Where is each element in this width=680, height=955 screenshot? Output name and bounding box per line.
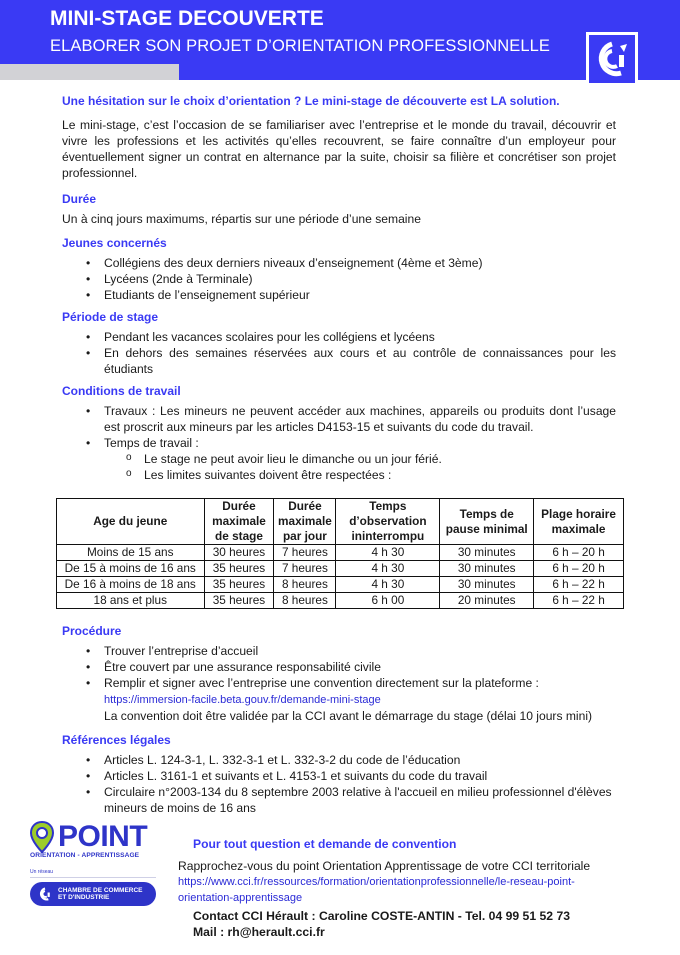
document-body-lower [62,617,616,822]
table-cell: 8 heures [274,577,336,593]
heading-references: Références légales [62,733,171,747]
list-item: • Articles L. 3161-1 et suivants et L. 4153-1 et suivants du code du travail [86,768,616,784]
table-cell: 35 heures [204,577,274,593]
contact-heading: Pour tout question et demande de convention [193,837,457,851]
heading-duree: Durée [62,192,97,206]
table-row [57,577,624,593]
cci-logo [586,32,638,86]
contact-mail: Mail : rh@herault.cci.fr [193,925,325,939]
intro-paragraph: Le mini-stage, c’est l’occasion de se familiariser avec l’entreprise et le monde du travail, découvrir et vivre les professions et les activités qu’elles recouvrent, se faire connaître d’un employeur pour éventuellement signer un contrat en alternance par la suite, choisir sa filière et concrétiser son projet professionnel. [62,118,616,180]
table-cell: 30 heures [204,545,274,561]
conditions-sublist [126,451,616,483]
list-item: • Travaux : Les mineurs ne peuvent accéder aux machines, appareils ou produits dont l’usage est proscrit aux mineurs par les articles D4153-15 et suivants du code du travail. [86,403,616,435]
table-cell: 4 h 30 [336,577,440,593]
table-cell: 6 h – 22 h [534,577,624,593]
cci-link[interactable] [178,874,618,906]
table-header: Durée maximale de stage [204,499,274,545]
cci-name-line1: CHAMBRE DE COMMERCE [58,887,143,894]
cci-badge [30,882,156,906]
sub-list-item: o Les limites suivantes doivent être respectées : [126,467,616,483]
list-item: • Être couvert par une assurance responsabilité civile [86,659,616,675]
table-cell: 6 h – 20 h [534,545,624,561]
un-reseau-label: Un réseau [30,869,156,878]
table-cell: 7 heures [274,545,336,561]
table-cell: 35 heures [204,593,274,609]
immersion-link[interactable]: https://immersion-facile.beta.gouv.fr/demande-mini-stage [104,694,381,706]
table-cell: 35 heures [204,561,274,577]
cci-small-logo-icon [38,887,52,901]
table-cell: 7 heures [274,561,336,577]
contact-person: Contact CCI Hérault : Caroline COSTE-ANTIN - Tel. 04 99 51 52 73 [193,909,571,923]
table-header: Plage horaire maximale [534,499,624,545]
table-cell: 6 h – 22 h [534,593,624,609]
cci-link-line2[interactable]: orientation-apprentissage [178,892,303,904]
table-cell: 4 h 30 [336,545,440,561]
limits-table [56,498,624,609]
cci-name [58,887,143,901]
intro-question: Une hésitation sur le choix d’orientation ? Le mini-stage de découverte est LA solution. [62,94,560,108]
contact-text: Rapprochez-vous du point Orientation Apprentissage de votre CCI territoriale [178,859,591,873]
table-header: Temps d’observation ininterrompu [336,499,440,545]
table-cell: 20 minutes [440,593,534,609]
point-orientation-logo [30,820,170,906]
list-item-text: Temps de travail : [104,436,199,450]
list-item: • Etudiants de l’enseignement supérieur [86,287,616,303]
heading-procedure: Procédure [62,624,122,638]
table-cell: 30 minutes [440,561,534,577]
list-item: • En dehors des semaines réservées aux cours et au contrôle de connaissances pour les étudiants [86,345,616,377]
table-row [57,593,624,609]
document-body [62,93,616,489]
page-subtitle: ELABORER SON PROJET D’ORIENTATION PROFESSIONNELLE [50,37,550,55]
table-cell: 30 minutes [440,545,534,561]
table-cell: 6 h – 20 h [534,561,624,577]
list-item: • Articles L. 124-3-1, L. 332-3-1 et L. 332-3-2 du code de l’éducation [86,752,616,768]
references-list [86,752,616,816]
sub-list-item: o Le stage ne peut avoir lieu le dimanche ou un jour férié. [126,451,616,467]
table-cell: 30 minutes [440,577,534,593]
table-header: Durée maximale par jour [274,499,336,545]
table-header: Temps de pause minimal [440,499,534,545]
list-item: • Lycéens (2nde à Terminale) [86,271,616,287]
list-item-text: Remplir et signer avec l’entreprise une convention directement sur la plateforme : [104,676,539,690]
procedure-list [86,643,616,724]
table-cell: 8 heures [274,593,336,609]
header-gray-bar [0,64,179,80]
table-cell: Moins de 15 ans [57,545,205,561]
cci-link-line1[interactable]: https://www.cci.fr/ressources/formation/orientationprofessionnelle/le-reseau-point- [178,876,575,888]
list-item [86,675,616,724]
heading-periode: Période de stage [62,310,159,324]
contact-section [178,836,618,940]
list-item [86,435,616,483]
location-pin-icon [30,821,54,853]
table-header-row [57,499,624,545]
point-logo-row [30,820,170,854]
list-item: • Pendant les vacances scolaires pour les collégiens et lycéens [86,329,616,345]
orientation-tagline: ORIENTATION - APPRENTISSAGE [30,852,140,859]
table-cell: De 15 à moins de 16 ans [57,561,205,577]
cci-logo-icon [594,40,630,78]
list-item: • Circulaire n°2003-134 du 8 septembre 2003 relative à l'accueil en milieu professionnel d'élèves mineurs de moins de 16 ans [86,784,616,816]
heading-jeunes: Jeunes concernés [62,236,167,250]
page-title: MINI-STAGE DECOUVERTE [50,7,324,30]
heading-conditions: Conditions de travail [62,384,181,398]
table-cell: De 16 à moins de 18 ans [57,577,205,593]
table-cell: 4 h 30 [336,561,440,577]
table-row [57,545,624,561]
conditions-list [86,403,616,483]
point-logo-text: POINT [58,820,148,853]
table-cell: 6 h 00 [336,593,440,609]
list-item: • Collégiens des deux derniers niveaux d’enseignement (4ème et 3ème) [86,255,616,271]
periode-list [86,329,616,377]
cci-name-line2: ET D'INDUSTRIE [58,894,110,901]
jeunes-list [86,255,616,303]
table-row [57,561,624,577]
list-item: • Trouver l’entreprise d’accueil [86,643,616,659]
table-header: Age du jeune [57,499,205,545]
duree-text: Un à cinq jours maximums, répartis sur une période d’une semaine [62,212,421,226]
procedure-note: La convention doit être validée par la CCI avant le démarrage du stage (délai 10 jours mini) [104,709,593,723]
table-cell: 18 ans et plus [57,593,205,609]
